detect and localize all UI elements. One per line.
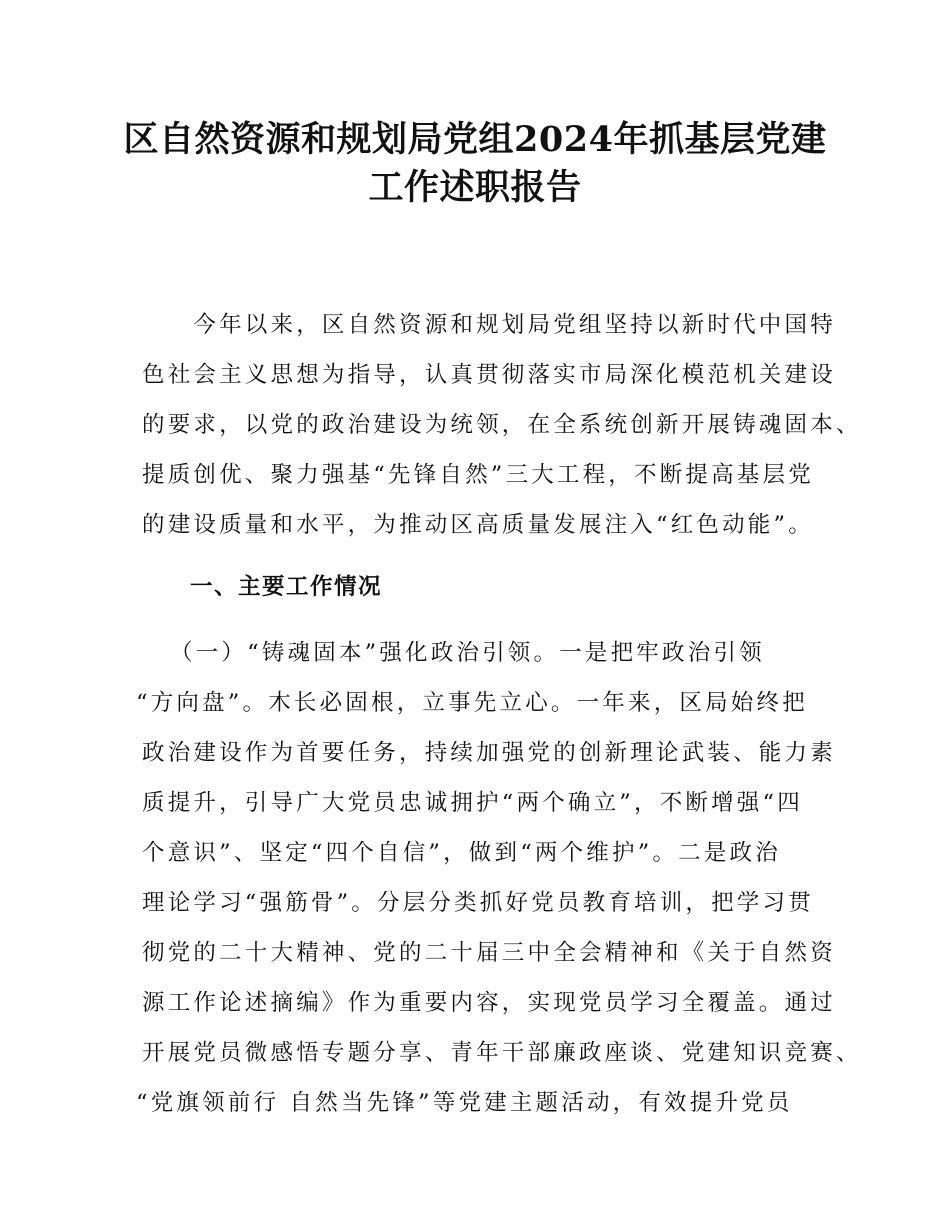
section-paragraph-line: 开展党员微感悟专题分享、青年干部廉政座谈、党建知识竞赛、 xyxy=(142,1040,862,1066)
intro-paragraph-line: 提质创优、聚力强基“先锋自然”三大工程，不断提高基层党 xyxy=(142,462,814,488)
section-paragraph-line: 个意识”、坚定“四个自信”，做到“两个维护”。二是政治 xyxy=(142,840,781,866)
intro-paragraph-line: 今年以来，区自然资源和规划局党组坚持以新时代中国特 xyxy=(142,312,836,338)
section-paragraph-line: 政治建设作为首要任务，持续加强党的创新理论武装、能力素 xyxy=(142,740,836,766)
section-heading: 一、主要工作情况 xyxy=(190,574,383,600)
intro-paragraph-line: 色社会主义思想为指导，认真贯彻落实市局深化模范机关建设 xyxy=(142,362,836,388)
section-paragraph-line: 质提升，引导广大党员忠诚拥护“两个确立”，不断增强“四 xyxy=(142,790,803,816)
section-paragraph-line: 源工作论述摘编》作为重要内容，实现党员学习全覆盖。通过 xyxy=(142,990,836,1016)
section-paragraph-line: 彻党的二十大精神、党的二十届三中全会精神和《关于自然资 xyxy=(142,940,836,966)
intro-paragraph-line: 的建设质量和水平，为推动区高质量发展注入“红色动能”。 xyxy=(142,512,814,538)
document-title-line-1: 区自然资源和规划局党组2024年抓基层党建 xyxy=(123,119,827,160)
intro-paragraph-line: 的要求，以党的政治建设为统领，在全系统创新开展铸魂固本、 xyxy=(142,412,862,438)
section-paragraph-line: “方向盘”。木长必固根，立事先立心。一年来，区局始终把 xyxy=(136,690,808,716)
document-title-line-2: 工作述职报告 xyxy=(368,167,582,208)
section-paragraph-line: （一）“铸魂固本”强化政治引领。一是把牢政治引领 xyxy=(170,640,765,666)
section-paragraph-line: “党旗领前行 自然当先锋”等党建主题活动，有效提升党员 xyxy=(136,1090,793,1116)
section-paragraph-line: 理论学习“强筋骨”。分层分类抓好党员教育培训，把学习贯 xyxy=(142,890,814,916)
